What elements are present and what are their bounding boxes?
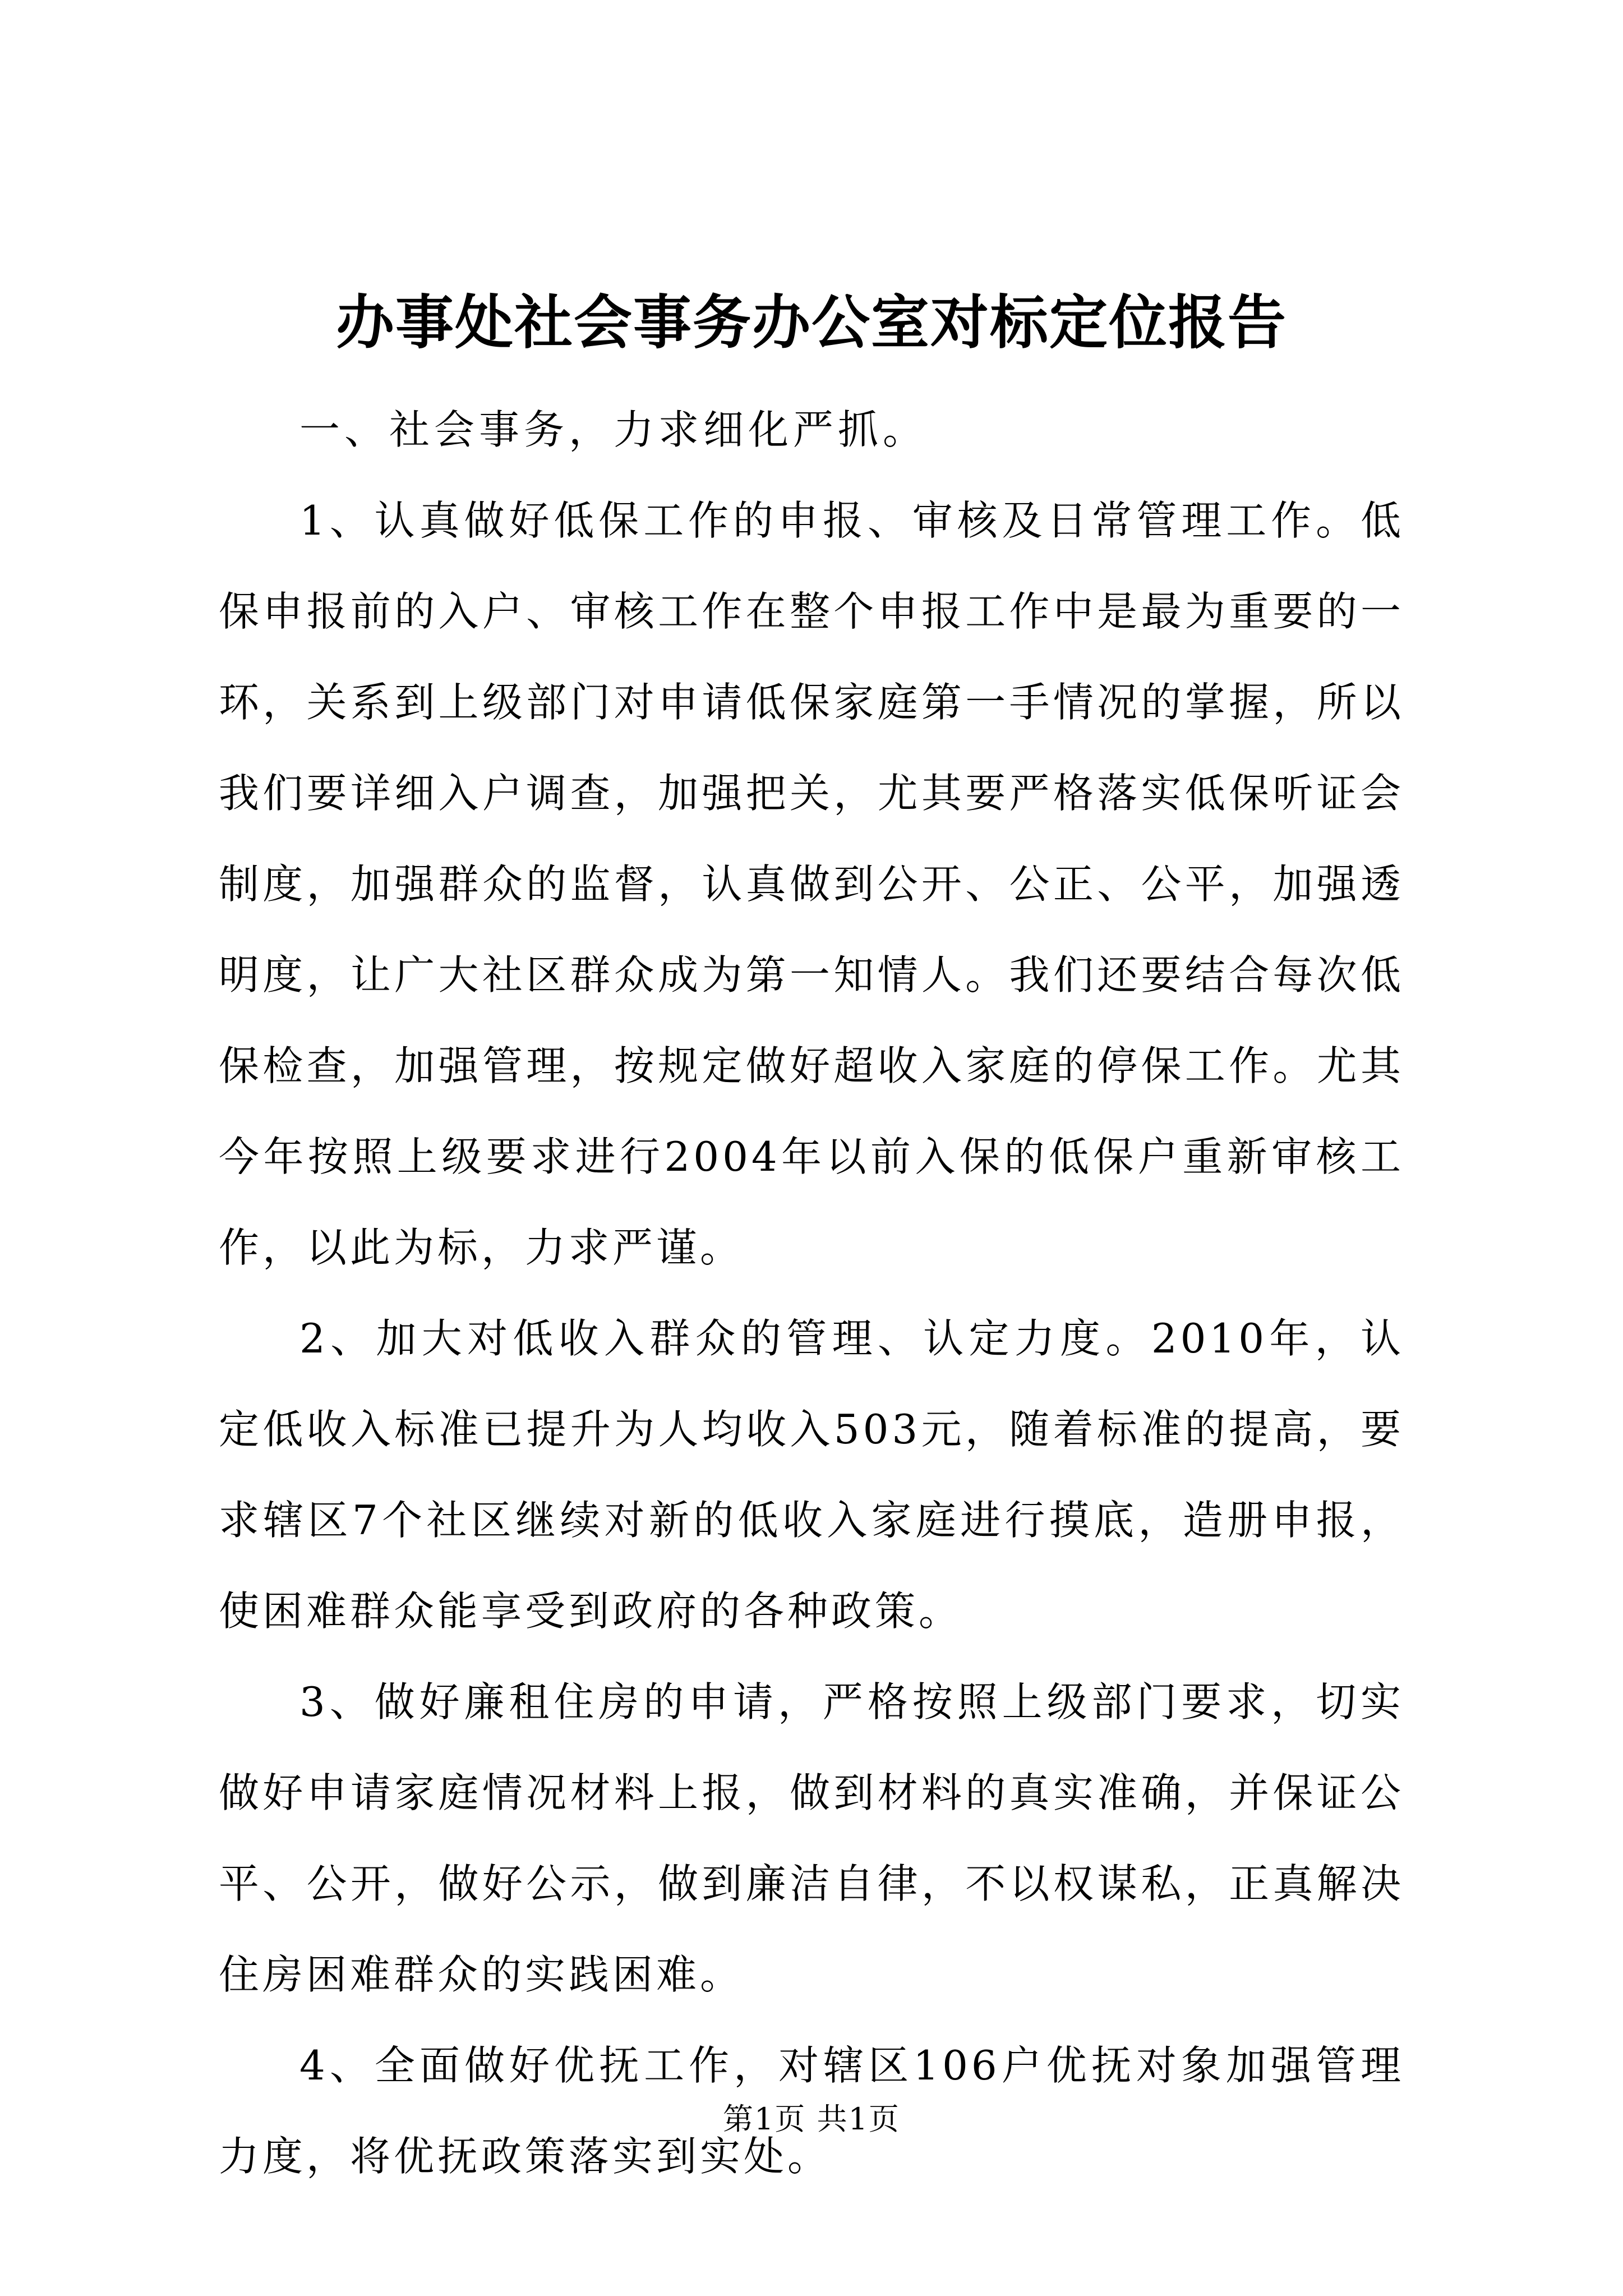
paragraph-4: 4、全面做好优抚工作，对辖区106户优抚对象加强管理力度，将优抚政策落实到实处。 [219, 2042, 1404, 2180]
document-title: 办事处社会事务办公室对标定位报告 [335, 288, 1287, 357]
document-body [219, 384, 1404, 2202]
paragraph-2: 2、加大对低收入群众的管理、认定力度。2010年，认定低收入标准已提升为人均收入503元，随着标准的提高，要求辖区7个社区继续对新的低收入家庭进行摸底，造册申报，使困难群众能享受到政府的各种政策。 [219, 1315, 1404, 1635]
paragraph-3: 3、做好廉租住房的申请，严格按照上级部门要求，切实做好申请家庭情况材料上报，做到材料的真实准确，并保证公平、公开，做好公示，做到廉洁自律，不以权谋私，正真解决住房困难群众的实践困难。 [219, 1678, 1404, 1998]
paragraph-1: 1、认真做好低保工作的申报、审核及日常管理工作。低保申报前的入户、审核工作在整个申报工作中是最为重要的一环，关系到上级部门对申请低保家庭第一手情况的掌握，所以我们要详细入户调查，加强把关，尤其要严格落实低保听证会制度，加强群众的监督，认真做到公开、公正、公平，加强透明度，让广大社区群众成为第一知情人。我们还要结合每次低保检查，加强管理，按规定做好超收入家庭的停保工作。尤其今年按照上级要求进行2004年以前入保的低保户重新审核工作，以此为标，力求严谨。 [219, 497, 1404, 1271]
section-heading: 一、社会事务，力求细化严抓。 [299, 406, 928, 453]
page-footer: 第1页 共1页 [723, 2101, 900, 2137]
